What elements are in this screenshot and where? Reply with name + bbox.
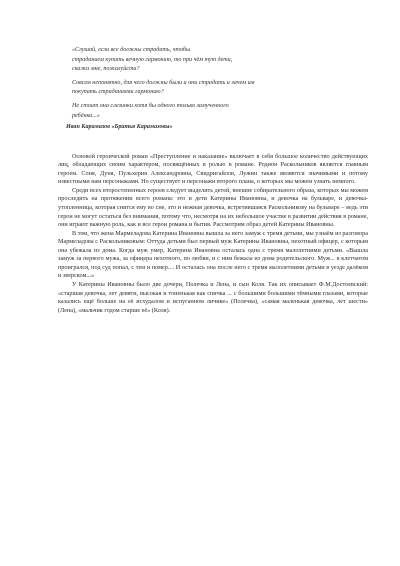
epigraph-author: Иван Карамазов «Братья Карамазовы» bbox=[66, 124, 173, 131]
epigraph-line: «Слушай, если все должны страдать, чтобы bbox=[72, 47, 191, 53]
epigraph bbox=[58, 46, 368, 133]
epigraph-line: ребёнка...» bbox=[72, 112, 100, 119]
essay-paragraph: У Катерины Ивановны было две дочери, Полечка и Лена, и сын Коля. Так их описывает Ф.М.Достоевский: «старшая девочка, лет девяти, высокая и тоненькая как спичка ... с большими большими тёмными глазами, которые казались ещё больше на её исхудалом и испуганном личике» (Полечка), «самая маленькая девочка, лет шести» (Лена), «мальчик годом старше её» (Коля). bbox=[58, 280, 368, 314]
essay-paragraph: Основой героической роман «Преступление и наказание» включает в себя большое количество действующих лиц, обладающих своим характером, посвящённых в ролью в романе. Родион Раскольников является главным героем. Соня, Дуня, Пульхерия Александровна, Свидригайлов, Лужин также являются значимыми и потому известными нам персонажами. Но существует и персонажи второго плана, о которых мы можем узнать немного. bbox=[58, 152, 368, 186]
essay-body bbox=[58, 153, 368, 315]
epigraph-line: покупать страданиями гармонию? bbox=[72, 89, 164, 96]
essay-paragraph: Среди всех второстепенных героев следует выделить детей, внешне собирательного образа, которых мы можем проследить на протяжении всего романа: это и дети Катерины Ивановны, и девочка на бульваре, и девочка-утопленница, которая снится ему во сне, это и нежная девочка, встретившаяся Раскольникову на бульваре – ведь эти герои не могут остаться без внимания, потому что, несмотря на их небольшое участие в развитии действия в романе, они играют важную роль, как и все герои романа и бытия. Рассмотрим образ детей Катерины Ивановны. bbox=[58, 186, 368, 229]
epigraph-line: Не стоит она слезинки хотя бы одного только замученного bbox=[72, 102, 229, 109]
epigraph-line: скажи мне, пожалуйста? bbox=[72, 66, 140, 73]
essay-paragraph: В том, что жена Мармеладова Катерина Ивановна вышла за него замуж с тремя детьми, мы узнаём из разговора Мармеладова с Раскольниковым: Оттуда детьми был первый муж Катерины Ивановны, пехотный офицер, с которым она убежала из дома. Когда муж умер, Катерина Ивановна осталась одна с тремя малолетними детьми. «Вышла замуж за первого мужа, за офицера пехотного, по любви, и с ним бежала из дома родительского. Муж... в клетчатом проигрался, под суд попал, с тем и помер.... И осталась она после него с тремя малолетними детьми в уезде далёком и зверском...» bbox=[58, 229, 368, 280]
epigraph-line: страданием купить вечную гармонию, то при чём тут дети, bbox=[72, 56, 233, 63]
epigraph-line: Совсем непонятно, для чего должны были и они страдать и зачем им bbox=[72, 79, 255, 86]
